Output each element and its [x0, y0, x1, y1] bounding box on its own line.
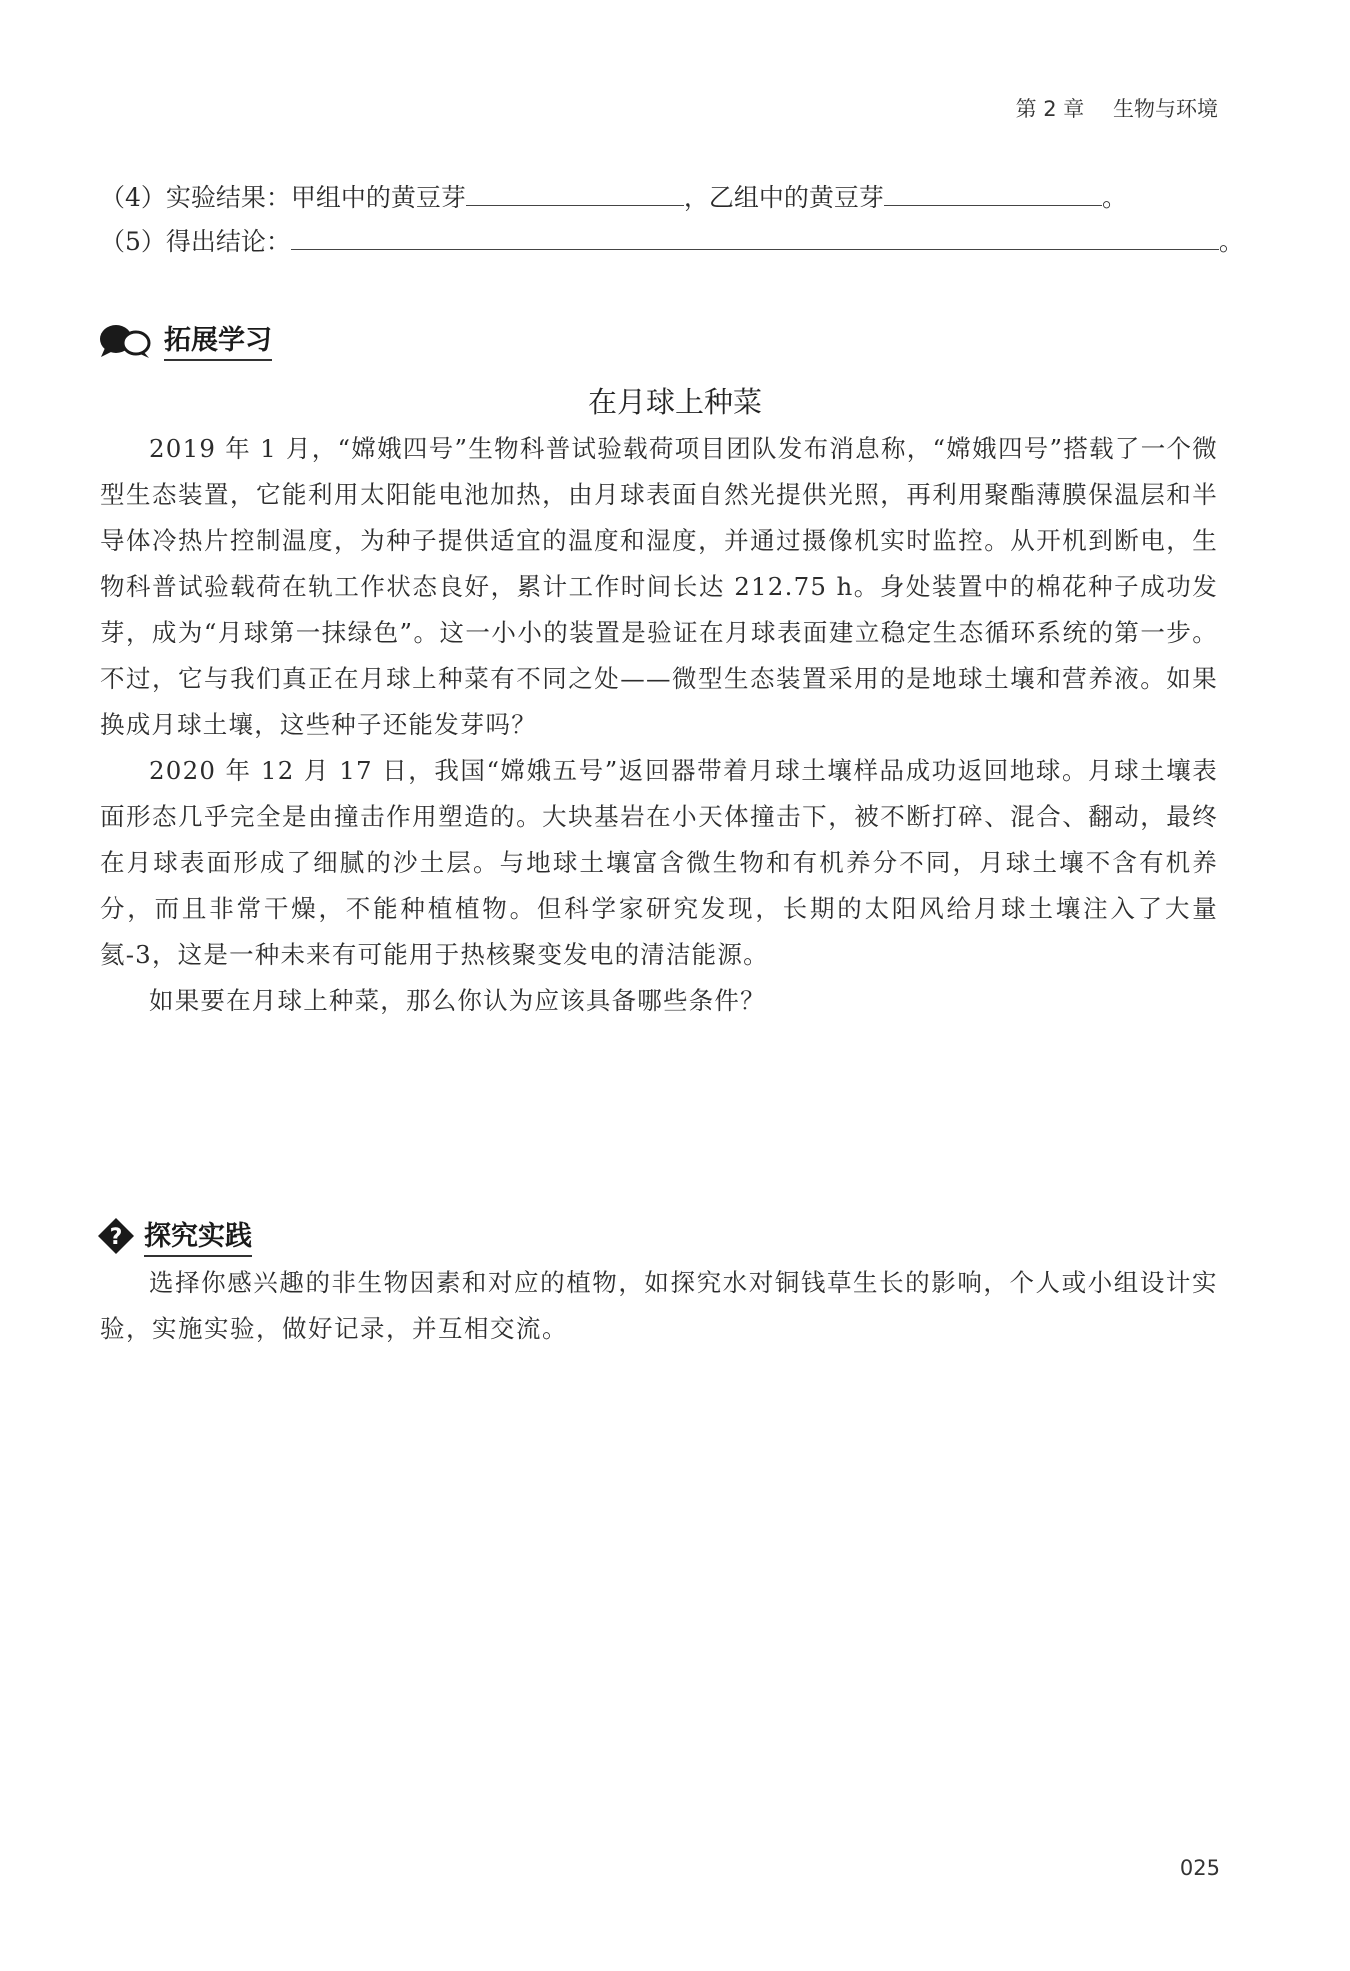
article-title: 在月球上种菜	[587, 385, 762, 419]
practice-text: 选择你感兴趣的非生物因素和对应的植物，如探究水对铜钱草生长的影响，个人或小组设计实验，实施实验，做好记录，并互相交流。	[100, 1268, 1218, 1343]
answer-blank-a[interactable]	[466, 181, 684, 206]
extension-heading-label: 拓展学习	[164, 318, 272, 361]
q4-middle: ，乙组中的黄豆芽	[683, 183, 884, 212]
article-paragraph-2: 2020 年 12 月 17 日，我国“嫦娥五号”返回器带着月球土壤样品成功返回地球。月球土壤表面形态几乎完全是由撞击作用塑造的。大块基岩在小天体撞击下，被不断打碎、混合、翻动，最终在月球表面形成了细腻的沙土层。与地球土壤富含微生物和有机养分不同，月球土壤不含有机养分，而且非常干燥，不能种植植物。但科学家研究发现，长期的太阳风给月球土壤注入了大量氦-3，这是一种未来有可能用于热核聚变发电的清洁能源。	[100, 756, 1218, 969]
page-header	[1016, 93, 1218, 123]
speech-bubbles-icon	[96, 320, 156, 360]
article-paragraph-1: 2019 年 1 月，“嫦娥四号”生物科普试验载荷项目团队发布消息称，“嫦娥四号”搭载了一个微型生态装置，它能利用太阳能电池加热，由月球表面自然光提供光照，再利用聚酯薄膜保温层和半导体冷热片控制温度，为种子提供适宜的温度和湿度，并通过摄像机实时监控。从开机到断电，生物科普试验载荷在轨工作状态良好，累计工作时间长达 212.75 h。身处装置中的棉花种子成功发芽，成为“月球第一抹绿色”。这一小小的装置是验证在月球表面建立稳定生态循环系统的第一步。不过，它与我们真正在月球上种菜有不同之处——微型生态装置采用的是地球土壤和营养液。如果换成月球土壤，这些种子还能发芽吗？	[100, 434, 1218, 739]
q4-prefix: （4）实验结果：甲组中的黄豆芽	[100, 183, 466, 212]
answer-blank-b[interactable]	[884, 181, 1102, 206]
chapter-number: 第 2 章	[1015, 97, 1085, 121]
page-number: 025	[1179, 1856, 1220, 1880]
answer-blank-conclusion[interactable]	[291, 225, 1219, 250]
question-5	[100, 224, 1244, 260]
practice-heading	[96, 1214, 252, 1257]
extension-heading	[96, 318, 272, 361]
article-question: 如果要在月球上种菜，那么你认为应该具备哪些条件？	[149, 986, 766, 1015]
chapter-title: 生物与环境	[1113, 97, 1218, 121]
q4-end: 。	[1101, 183, 1127, 212]
question-4	[100, 180, 1127, 216]
question-mark-icon	[96, 1216, 136, 1256]
practice-heading-label: 探究实践	[144, 1214, 252, 1257]
q5-end: 。	[1218, 227, 1244, 256]
q5-prefix: （5）得出结论：	[100, 227, 291, 256]
svg-text:?: ?	[109, 1224, 123, 1250]
